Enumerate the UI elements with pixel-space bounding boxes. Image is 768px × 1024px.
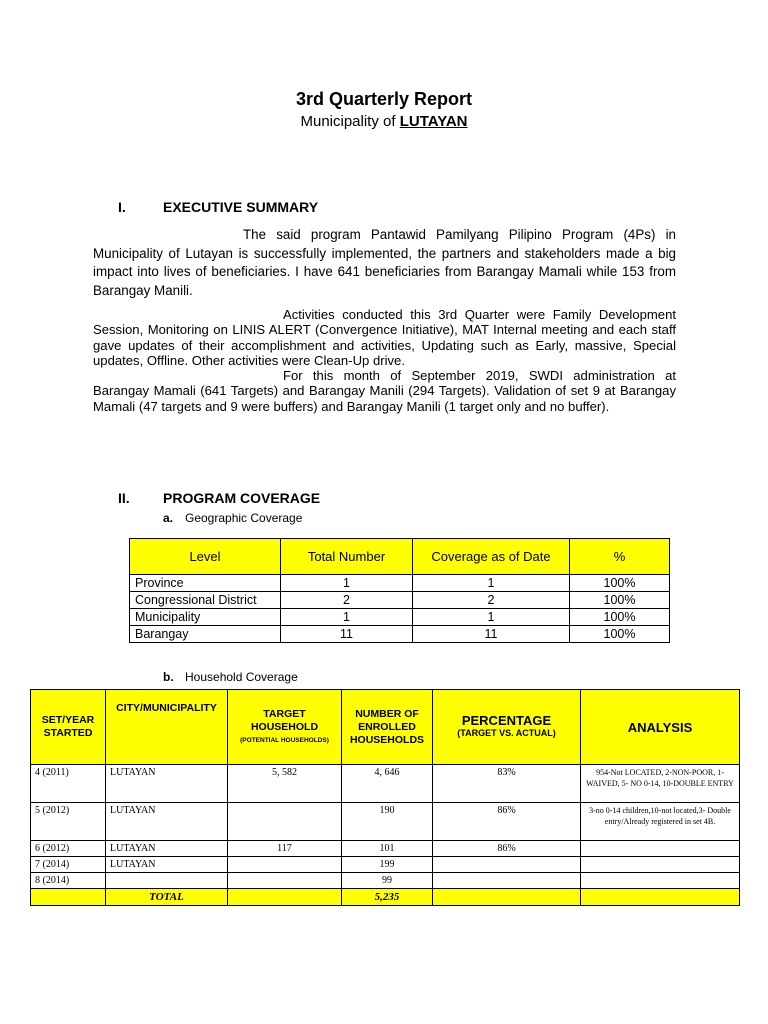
cell-target: 117 [228, 841, 342, 857]
cell-city: LUTAYAN [106, 841, 228, 857]
cell-enrolled: 190 [342, 803, 433, 841]
header-enrolled: NUMBER OF ENROLLED HOUSEHOLDS [342, 690, 433, 765]
table-row [130, 575, 670, 592]
section-number: I. [118, 199, 126, 215]
summary-paragraph-1: The said program Pantawid Pamilyang Pilipino Program (4Ps) in Municipality of Lutayan is successfully implemented, the partners and stakeholders made a big impact into lives of beneficiaries. I have 641 beneficiaries from Barangay Mamali while 153 from Barangay Manili. [93, 227, 676, 298]
cell-percentage: 86% [433, 841, 581, 857]
cell-city: LUTAYAN [106, 857, 228, 873]
cell-coverage: 1 [413, 575, 570, 592]
cell-analysis [581, 873, 740, 889]
table-row [31, 857, 740, 873]
header-target-sub: (POTENTIAL HOUSEHOLDS) [240, 736, 329, 744]
cell-percent: 100% [570, 592, 670, 609]
sub-letter: b. [163, 670, 174, 684]
cell-total-value: 5,235 [342, 889, 433, 906]
cell-coverage: 2 [413, 592, 570, 609]
header-set-year: SET/YEAR STARTED [31, 690, 106, 765]
header-target [228, 690, 342, 765]
cell-set: 7 (2014) [31, 857, 106, 873]
cell-set: 6 (2012) [31, 841, 106, 857]
cell-enrolled: 99 [342, 873, 433, 889]
cell-analysis: 954-Not LOCATED, 2-NON-POOR, 1-WAIVED, 5- NO 0-14, 10-DOUBLE ENTRY [581, 765, 740, 803]
table-row [130, 592, 670, 609]
municipality-name: LUTAYAN [399, 113, 468, 130]
header-city: CITY/MUNICIPALITY [106, 690, 228, 765]
table-row [31, 841, 740, 857]
cell-target [228, 873, 342, 889]
cell-empty [228, 889, 342, 906]
table-header-row [130, 539, 670, 575]
cell-empty [31, 889, 106, 906]
table-row [31, 765, 740, 803]
cell-set: 8 (2014) [31, 873, 106, 889]
header-target-label: TARGET HOUSEHOLD [250, 707, 319, 733]
table-row [31, 803, 740, 841]
summary-paragraph-3: For this month of September 2019, SWDI administration at Barangay Mamali (641 Targets) and Barangay Manili (294 Targets). Validation of set 9 at Barangay Mamali (47 targets and 9 were buffers) and Barangay Manili (1 target only and no buffer). [93, 368, 676, 414]
table-header-row [31, 690, 740, 765]
cell-percent: 100% [570, 575, 670, 592]
cell-coverage: 1 [413, 609, 570, 626]
cell-total-label: TOTAL [106, 889, 228, 906]
cell-level: Barangay [130, 626, 281, 643]
cell-target: 5, 582 [228, 765, 342, 803]
cell-percentage [433, 873, 581, 889]
header-pct-sub: (TARGET VS. ACTUAL) [457, 728, 556, 738]
geographic-coverage-table [129, 538, 670, 643]
header-coverage-date: Coverage as of Date [413, 539, 570, 575]
cell-enrolled: 4, 646 [342, 765, 433, 803]
cell-total: 2 [281, 592, 413, 609]
cell-percentage: 86% [433, 803, 581, 841]
cell-city: LUTAYAN [106, 765, 228, 803]
cell-level: Congressional District [130, 592, 281, 609]
cell-target [228, 803, 342, 841]
header-level: Level [130, 539, 281, 575]
table-row [130, 626, 670, 643]
cell-set: 4 (2011) [31, 765, 106, 803]
report-subtitle [0, 113, 768, 130]
cell-target [228, 857, 342, 873]
cell-enrolled: 199 [342, 857, 433, 873]
cell-total: 1 [281, 575, 413, 592]
cell-analysis: 3-no 0-14 children,10-not located,3- Double entry/Already registered in set 4B. [581, 803, 740, 841]
header-percent: % [570, 539, 670, 575]
cell-percentage [433, 857, 581, 873]
cell-analysis [581, 857, 740, 873]
section-title: PROGRAM COVERAGE [163, 490, 321, 506]
header-pct-label: PERCENTAGE [461, 713, 552, 728]
cell-level: Municipality [130, 609, 281, 626]
cell-enrolled: 101 [342, 841, 433, 857]
cell-total: 1 [281, 609, 413, 626]
total-row [31, 889, 740, 906]
section-number: II. [118, 490, 130, 506]
cell-city: LUTAYAN [106, 803, 228, 841]
table-row [31, 873, 740, 889]
cell-analysis [581, 841, 740, 857]
geographic-coverage-label [163, 511, 302, 525]
household-coverage-label [163, 670, 298, 684]
cell-total: 11 [281, 626, 413, 643]
header-percentage [433, 690, 581, 765]
cell-level: Province [130, 575, 281, 592]
cell-percent: 100% [570, 609, 670, 626]
header-total-number: Total Number [281, 539, 413, 575]
subtitle-prefix: Municipality of [300, 113, 400, 130]
sub-letter: a. [163, 511, 174, 525]
report-title: 3rd Quarterly Report [295, 89, 473, 109]
cell-coverage: 11 [413, 626, 570, 643]
sub-label: Household Coverage [185, 670, 298, 684]
cell-percent: 100% [570, 626, 670, 643]
household-coverage-table [30, 689, 740, 906]
sub-label: Geographic Coverage [185, 511, 303, 525]
section-title: EXECUTIVE SUMMARY [163, 199, 319, 215]
table-row [130, 609, 670, 626]
cell-percentage: 83% [433, 765, 581, 803]
cell-city [106, 873, 228, 889]
cell-set: 5 (2012) [31, 803, 106, 841]
header-analysis: ANALYSIS [581, 690, 740, 765]
summary-paragraph-2: Activities conducted this 3rd Quarter were Family Development Session, Monitoring on LINIS ALERT (Convergence Initiative), MAT Internal meeting and each staff gave updates of their accomplishment and activities, Updating such as Early, massive, Special updates, Offline. Other activities were Clean-Up drive. [93, 307, 676, 369]
cell-empty [433, 889, 581, 906]
cell-empty [581, 889, 740, 906]
